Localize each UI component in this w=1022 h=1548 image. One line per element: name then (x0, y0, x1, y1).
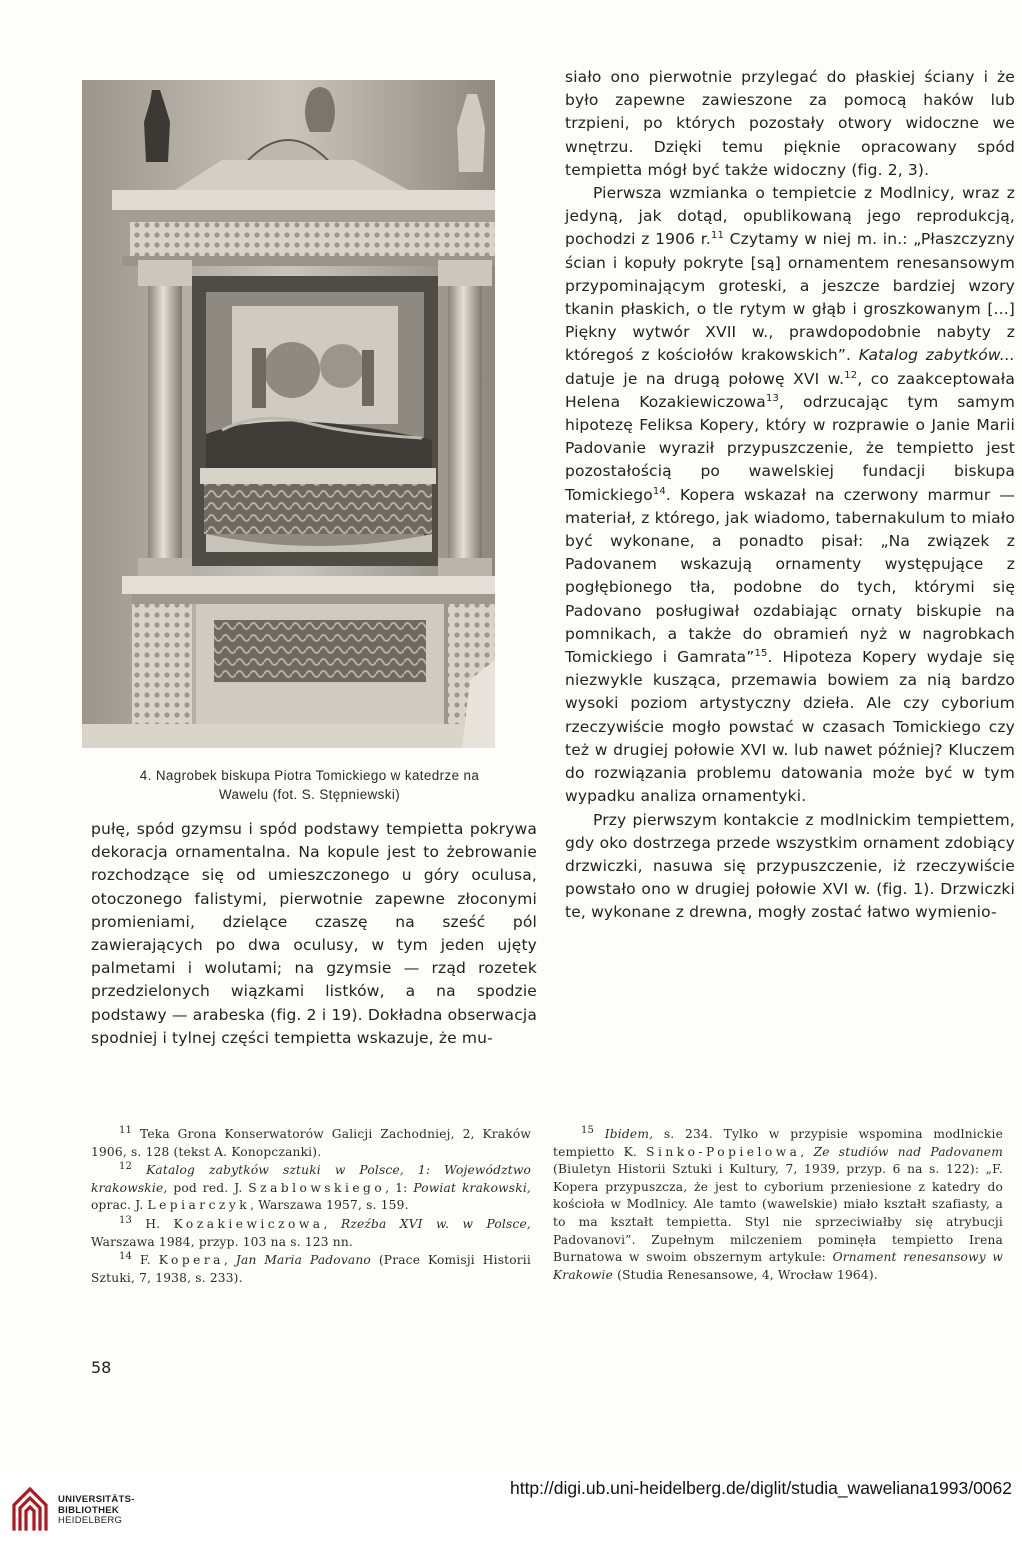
right-paragraph-2 (565, 182, 1015, 808)
footnote-14 (91, 1252, 531, 1287)
library-name (58, 1495, 135, 1527)
footnote-number: 12 (119, 1161, 133, 1173)
footnote-12 (91, 1162, 531, 1215)
text-run: . Hipoteza Kopery wydaje się niezwykle kusząca, przemawia bowiem za nią bardzo wysoki poziom artystyczny dzieła. Ale czy cyborium rzeczywiście mogło powstać w czasach Tomickiego czy też w drugiej połowie XVI w. lub nawet później? Kluczem do rozwiązania problemu datowania może być w tym wypadku analiza ornamentyki. (565, 648, 1015, 806)
footnote-number: 15 (581, 1124, 595, 1136)
caption-line-1: 4. Nagrobek biskupa Piotra Tomickiego w katedrze na (139, 768, 480, 783)
italic-title: Rzeźba XVI w. w Polsce, (340, 1216, 531, 1231)
caption-line-2: Wawelu (fot. S. Stępniewski) (218, 787, 401, 802)
italic-title: Katalog zabytków sztuki w Polsce, 1: Województwo krakowskie, (91, 1163, 531, 1195)
footnote-ref-14: 14 (652, 485, 666, 497)
text-run: , co zaakceptowała Helena Kozakiewiczowa (565, 369, 1015, 411)
text-run: , Warszawa 1957, s. 159. (250, 1198, 409, 1213)
footnotes-right (553, 1126, 1003, 1285)
text-run: Teka Grona Konserwatorów Galicji Zachodniej, 2, Kraków 1906, s. 128 (tekst A. Konopczanki). (91, 1127, 531, 1159)
tomb-photograph (82, 80, 495, 748)
text-run: Warszawa 1984, przyp. 103 na s. 123 nn. (91, 1234, 353, 1249)
footnote-ref-13: 13 (765, 392, 779, 404)
spaced-author: Kozakiewiczowa (173, 1216, 324, 1231)
right-paragraph-1: siało ono pierwotnie przylegać do płaskiej ściany i że było zapewne zawieszone za pomocą haków lub trzpieni, po których pozostały otwory widoczne we wnętrzu. Dzięki temu pięknie opracowany spód tempietta mógł być także widoczny (fig. 2, 3). (565, 68, 1015, 179)
right-paragraph-3: Przy pierwszym kontakcie z modlnickim tempiettem, gdy oko dostrzega przede wszystkim ornament zdobiący drzwiczki, nasuwa się przypuszczenie, iż rzeczywiście powstało ono w drugiej połowie XVI w. (fig. 1). Drzwiczki te, wykonane z drewna, mogły zostać łatwo wymienio- (565, 810, 1015, 922)
text-run: oprac. J. (91, 1198, 148, 1213)
footnote-number: 11 (119, 1124, 133, 1136)
text-run: , 1: (385, 1180, 414, 1195)
italic-title: Ze studiów nad Padovanem (813, 1144, 1003, 1159)
italic-title: Ibidem, (594, 1127, 654, 1141)
left-text-column (91, 818, 537, 1050)
text-run: (Studia Renesansowe, 4, Wrocław 1964). (613, 1267, 878, 1282)
tomb-illustration (82, 80, 495, 748)
footnote-13 (91, 1216, 531, 1251)
spaced-author: Kopera (158, 1253, 224, 1268)
footnote-ref-11: 11 (710, 230, 724, 242)
footnote-15 (553, 1126, 1003, 1284)
text-run: s. 234. Tylko w przypisie wspomina modlnickie tempietto K. (553, 1127, 1003, 1159)
text-run: datuje je na drugą połowę XVI w. (565, 369, 845, 388)
university-library-logo-icon (10, 1483, 50, 1533)
library-name-line-2: BIBLIOTHEK (58, 1504, 120, 1516)
left-paragraph-1: pułę, spód gzymsu i spód podstawy tempietta pokrywa dekoracja ornamentalna. Na kopule jest to żebrowanie rozchodzące się od umieszczonego u góry oculusa, otoczonego falistymi, pierwotnie zapewne złoconymi promieniami, dzielące czaszę na sześć pól zawierających po dwa oculusy, w tym jeden ujęty palmetami i wolutami; na gzymsie — rząd rozetek przedzielonych wiązkami listków, a na spodzie podstawy — arabeska (fig. 2 i 19). Dokładna obserwacja spodniej i tylnej części tempietta wskazuje, że mu- (91, 820, 537, 1047)
text-run: Pierwsza wzmianka o tempietcie z Modlnicy, wraz z jedyną, jak dotąd, opublikowaną jego reprodukcją, pochodzi z 1906 r. (565, 184, 1015, 249)
text-run: , (323, 1216, 341, 1231)
text-run: Czytamy w niej m. in.: „Płaszczyzny ścian i kopuły pokryte [są] ornamentem renesansowym przypominającym groteski, a jeszcze bardziej wzory tkanin płaskich, o tle rytym w głąb i groszkowanym [...] Piękny wytwór XVII w., prawdopodobnie nabyty z któregoś z kościołów krakowskich”. (565, 230, 1015, 365)
text-run: , (800, 1144, 814, 1159)
italic-title: Ornament renesansowy w Krakowie (553, 1250, 1003, 1282)
library-name-line-3: HEIDELBERG (58, 1515, 123, 1526)
spaced-author: Sinko-Popielowa (646, 1144, 801, 1159)
spaced-author: Lepiarczyk (147, 1198, 251, 1213)
source-url-link[interactable]: http://digi.ub.uni-heidelberg.de/diglit/studia_waweliana1993/0062 (509, 1478, 1012, 1498)
text-run: (Biuletyn Historii Sztuki i Kultury, 7, 1939, przyp. 6 na s. 122): „F. Kopera przypuszcza, że jest to cyborium przeniesione z katedry do kościoła w Modlnicy. Ale tamto (wawelskie) miało kształt szafiasty, a to ma kształt tempietta. Styl nie sprzeciwiałby się atrybucji Padovanovi”. Zupełnym milczeniem pominęła tempietto Irena Burnatowa w swoim obszernym artykule: (553, 1162, 1003, 1265)
library-name-line-1: UNIVERSITÄTS- (58, 1494, 135, 1505)
text-run: , odrzucając tym samym hipotezę Feliksa Kopery, który w rozprawie o Janie Marii Padovanie wyraził przypuszczenie, że tempietto jest pozostałością po wawelskiej fundacji biskupa Tomickiego (565, 392, 1015, 504)
footnote-ref-15: 15 (754, 647, 768, 659)
italic-title: Katalog zabytków... (858, 346, 1015, 365)
italic-title: Powiat krakowski, (413, 1180, 531, 1195)
footnote-ref-12: 12 (844, 369, 858, 381)
footnote-11 (91, 1126, 531, 1161)
text-run: pod red. J. (167, 1180, 249, 1195)
text-run: H. (132, 1216, 174, 1231)
italic-title: Jan Maria Padovano (235, 1253, 371, 1268)
spaced-author: Szablowskiego (248, 1180, 386, 1195)
text-run: , (223, 1253, 236, 1268)
text-run: F. (132, 1253, 159, 1268)
digitization-footer (0, 1468, 1022, 1548)
right-text-column (565, 66, 1015, 925)
text-run: (Prace Komisji Historii Sztuki, 7, 1938, s. 233). (91, 1253, 531, 1285)
text-run: . Kopera wskazał na czerwony marmur — materiał, z którego, jak wiadomo, tabernakulum to miało być wykonane, a ponadto pisał: „Na związek z Padovanem wskazują ornamenty występujące z pogłębionego tła, podobne do tych, którymi się Padovano posługiwał ozdabiając ornaty biskupie na pomnikach, a także do obramień nyż w nagrobkach Tomickiego i Gamrata” (565, 485, 1015, 667)
footnote-number: 13 (119, 1214, 133, 1226)
figure-caption (82, 766, 537, 804)
footnotes-left (91, 1126, 531, 1288)
footnote-number: 14 (119, 1251, 133, 1263)
page-number: 58 (91, 1358, 112, 1377)
